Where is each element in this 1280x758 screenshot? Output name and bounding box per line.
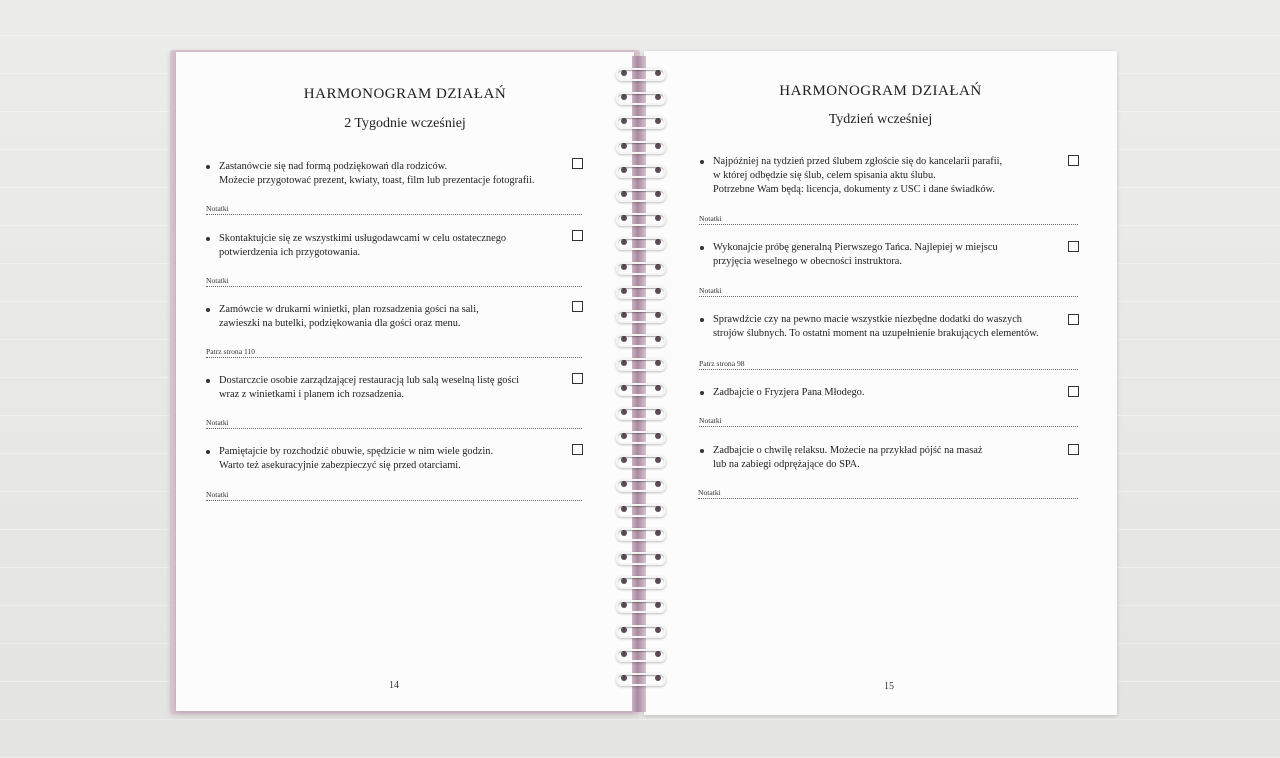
- task-text: Zadbajcie o Fryzjera Pana Młodego.: [713, 387, 865, 398]
- left-task-5-checkbox[interactable]: [572, 444, 583, 455]
- binding-coil: [616, 431, 666, 444]
- bullet-icon: [206, 308, 210, 312]
- bullet-icon: [206, 450, 210, 454]
- left-task-3: [206, 303, 606, 333]
- task-text: Pamiętajcie by rozchodzić obuwie, spędzicie w nim wiele godzin. Warto też asekuracyjnie zabezpieczyć się przed otarciami.: [219, 446, 494, 471]
- right-task-1-notes: Notatki: [699, 214, 1078, 225]
- left-task-1: [206, 160, 606, 190]
- task-text: Zastanówcie się nad formą podziękowań dla rodziców. Możecie przygotować prezent, kwiaty, toast, film lub prezentacje fotografii.: [219, 161, 535, 186]
- binding-coil: [616, 116, 666, 129]
- right-page-subtitle: Tydzień wcześniej: [828, 112, 933, 127]
- left-task-2: [206, 232, 606, 262]
- left-task-3-checkbox[interactable]: [572, 301, 583, 312]
- right-task-4: [700, 386, 1100, 402]
- right-page-title: HARMONOGRAM DZIAŁAŃ: [779, 83, 982, 99]
- binding-coil: [616, 528, 666, 541]
- binding-coil: [616, 165, 666, 178]
- bullet-icon: [206, 165, 210, 169]
- task-text: Skontaktujcie się ze wszystkimi usługodawcami w celu ostatecznego potwierdzenia ich przygotowania.: [219, 233, 507, 258]
- left-task-5: [206, 445, 606, 475]
- left-page: [176, 52, 634, 711]
- right-task-2-checkbox[interactable]: [1068, 241, 1079, 252]
- left-task-1-checkbox[interactable]: [572, 158, 583, 169]
- bullet-icon: [700, 246, 704, 250]
- left-page-number: 14: [389, 680, 399, 691]
- task-text: Zadbajcie o chwilę relaksu. Możecie na przykład pójść na masaż lub na zabiegi odprężające do SPA.: [713, 445, 983, 470]
- task-text: Dostarczcie osobie zarządzającej restauracją lub salą weselną listę gości wraz z winietkami i planem ich rozsadzenia.: [219, 375, 520, 400]
- right-task-2-notes: Notatki: [699, 286, 1078, 297]
- task-text: Zamówcie w drukarni winietki, plan rozsadzenia gości na sali, zawieszki na butelki, podziękowania dla gości oraz menu.: [219, 304, 479, 329]
- left-task-4-checkbox[interactable]: [572, 373, 583, 384]
- left-task-4: [206, 374, 606, 404]
- bullet-icon: [206, 379, 210, 383]
- binding-coil: [616, 383, 666, 396]
- bullet-icon: [206, 237, 210, 241]
- binding-coil: [616, 286, 666, 299]
- left-task-1-notes: Notatki: [206, 204, 582, 215]
- bullet-icon: [700, 318, 704, 322]
- binding-coil: [616, 673, 666, 686]
- left-task-4-notes: Notatki: [206, 418, 582, 429]
- right-task-4-checkbox[interactable]: [1068, 386, 1079, 397]
- binding-coil: [616, 407, 666, 420]
- right-task-4-notes: Notatki: [699, 416, 1078, 427]
- bullet-icon: [700, 449, 704, 453]
- right-task-1: [700, 155, 1100, 199]
- binding-coil: [616, 262, 666, 275]
- bullet-icon: [700, 160, 704, 164]
- binding-coil: [616, 237, 666, 250]
- binding-coil: [616, 479, 666, 492]
- right-task-2: [700, 241, 1100, 271]
- right-task-1-checkbox[interactable]: [1068, 155, 1079, 166]
- right-task-5-checkbox[interactable]: [1068, 444, 1079, 455]
- binding-coil: [616, 552, 666, 565]
- left-task-2-checkbox[interactable]: [572, 230, 583, 241]
- binding-coil: [616, 625, 666, 638]
- binding-coil: [616, 68, 666, 81]
- right-task-5-notes: Notatki: [698, 488, 1078, 499]
- bullet-icon: [700, 391, 704, 395]
- task-text: Wykonajcie próbę generalną Pierwszego Tańca. Najlepiej w miejscu przyjęcia weselnego w obecności instruktora.: [713, 242, 998, 267]
- binding-coil: [616, 92, 666, 105]
- right-page: [644, 51, 1117, 715]
- right-task-3-checkbox[interactable]: [1068, 314, 1079, 325]
- binding-coil: [616, 310, 666, 323]
- binding-coil: [616, 455, 666, 468]
- left-page-title: HARMONOGRAM DZIAŁAŃ: [303, 86, 507, 102]
- binding-coil: [616, 334, 666, 347]
- left-page-subtitle: 2 Tygodnie wcześniej: [344, 116, 466, 131]
- binding-coil: [616, 576, 666, 589]
- binding-coil: [616, 189, 666, 202]
- left-task-3-notes: Patrz strona 110: [206, 347, 582, 358]
- right-page-number: 15: [884, 681, 894, 692]
- right-task-3-notes: Patrz strona 98: [699, 359, 1078, 370]
- left-task-5-notes: Notatki: [206, 490, 582, 501]
- task-text: Najpóźniej na tydzień przed ślubem zgłoście się do kancelarii parafii, w której odbędzie się ślub, celem spisania aktu ślubu. Potrzebne Wam będą: licencja, dokumenty z USC i dane świadków.: [713, 156, 1003, 195]
- right-task-5: [700, 444, 1100, 474]
- binding-coil: [616, 649, 666, 662]
- task-text: Sprawdźcie czy na pewno macie wszystkie niezbędne dodatki do waszych strojów ślubnych. To ostatni moment na uzupełnienie brakujących elementów.: [713, 314, 1039, 339]
- right-task-3: [700, 313, 1100, 343]
- binding-coil: [616, 600, 666, 613]
- binding-coil: [616, 141, 666, 154]
- binding-coil: [616, 358, 666, 371]
- left-task-2-notes: Notatki: [206, 276, 582, 287]
- binding-coil: [616, 213, 666, 226]
- binding-coil: [616, 504, 666, 517]
